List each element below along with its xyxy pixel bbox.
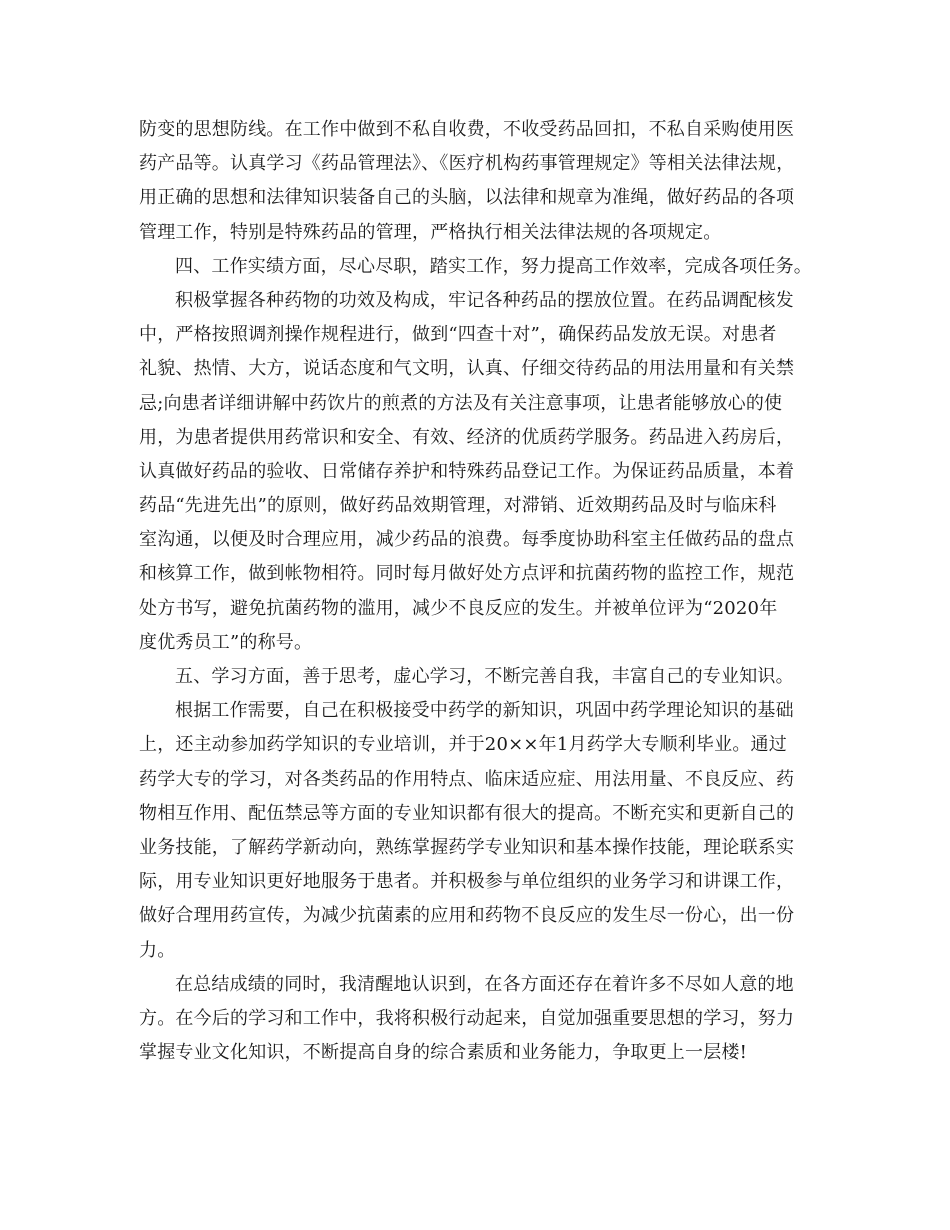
text-line: 做好合理用药宣传，为减少抗菌素的应用和药物不良反应的发生尽一份心，出一份 <box>139 905 795 927</box>
text-line: 用正确的思想和法律知识装备自己的头脑，以法律和规章为准绳，做好药品的各项 <box>139 187 795 209</box>
text-line: 忌;向患者详细讲解中药饮片的煎煮的方法及有关注意事项，让患者能够放心的使 <box>139 392 783 414</box>
text-line: 物相互作用、配伍禁忌等方面的专业知识都有很大的提高。不断充实和更新自己的 <box>139 802 795 824</box>
text-line: 用，为患者提供用药常识和安全、有效、经济的优质药学服务。药品进入药房后， <box>139 426 795 448</box>
text-line: 礼貌、热情、大方，说话态度和气文明，认真、仔细交待药品的用法用量和有关禁 <box>139 358 795 380</box>
text-line: 防变的思想防线。在工作中做到不私自收费，不收受药品回扣，不私自采购使用医 <box>139 119 795 140</box>
text-line: 方。在今后的学习和工作中，我将积极行动起来，自觉加强重要思想的学习，努力 <box>139 1007 795 1029</box>
text-line: 和核算工作，做到帐物相符。同时每月做好处方点评和抗菌药物的监控工作，规范 <box>139 563 795 585</box>
document-body <box>139 113 819 1070</box>
text-line: 际，用专业知识更好地服务于患者。并积极参与单位组织的业务学习和讲课工作， <box>139 871 795 893</box>
text-line: 五、学习方面，善于思考，虚心学习，不断完善自我，丰富自己的专业知识。 <box>175 666 794 687</box>
text-line: 中，严格按照调剂操作规程进行，做到“四查十对”，确保药品发放无误。对患者 <box>139 324 777 346</box>
text-line: 掌握专业文化知识，不断提高自身的综合素质和业务能力，争取更上一层楼! <box>139 1042 748 1064</box>
text-line: 管理工作，特别是特殊药品的管理，严格执行相关法律法规的各项规定。 <box>139 221 722 243</box>
text-line: 根据工作需要，自己在积极接受中药学的新知识，巩固中药学理论知识的基础 <box>175 700 794 722</box>
text-line: 药学大专的学习，对各类药品的作用特点、临床适应症、用法用量、不良反应、药 <box>139 768 795 790</box>
text-line: 积极掌握各种药物的功效及构成，牢记各种药品的摆放位置。在药品调配核发 <box>175 289 794 311</box>
text-line: 在总结成绩的同时，我清醒地认识到，在各方面还存在着许多不尽如人意的地 <box>175 973 794 995</box>
text-line: 药产品等。认真学习《药品管理法》、《医疗机构药事管理规定》等相关法律法规， <box>139 153 795 175</box>
text-line: 处方书写，避免抗菌药物的滥用，减少不良反应的发生。并被单位评为“2020年 <box>139 597 778 619</box>
text-line: 业务技能，了解药学新动向，熟练掌握药学专业知识和基本操作技能，理论联系实 <box>139 836 795 858</box>
text-line: 度优秀员工”的称号。 <box>139 631 313 653</box>
text-line: 室沟通，以便及时合理应用，减少药品的浪费。每季度协助科室主任做药品的盘点 <box>139 529 795 551</box>
text-line: 四、工作实绩方面，尽心尽职，踏实工作，努力提高工作效率，完成各项任务。 <box>175 255 812 277</box>
text-line: 药品“先进先出”的原则，做好药品效期管理，对滞销、近效期药品及时与临床科 <box>139 495 777 517</box>
text-line: 上，还主动参加药学知识的专业培训，并于20××年1月药学大专顺利毕业。通过 <box>139 734 787 756</box>
text-line: 力。 <box>139 939 176 961</box>
text-line: 认真做好药品的验收、日常储存养护和特殊药品登记工作。为保证药品质量，本着 <box>139 460 795 482</box>
